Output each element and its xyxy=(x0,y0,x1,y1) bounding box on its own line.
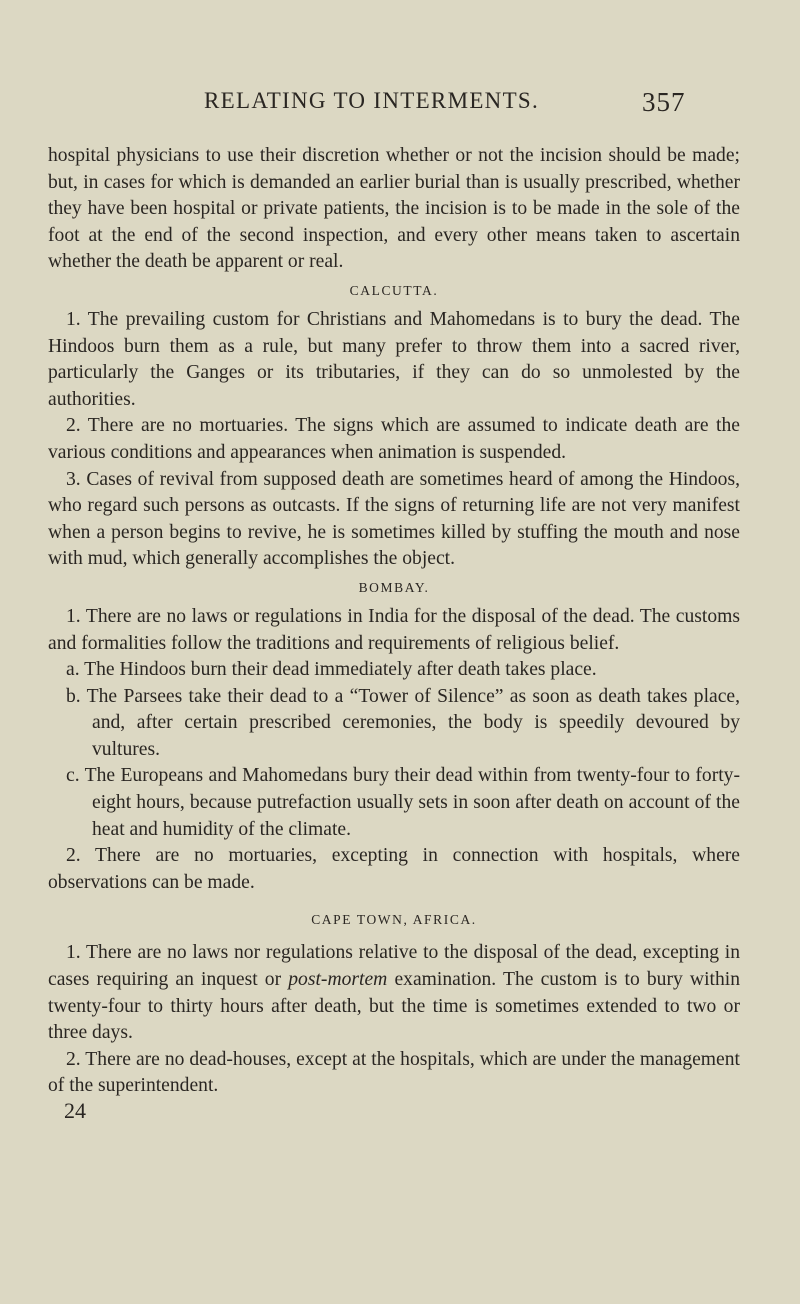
bombay-item-a: a. The Hindoos burn their dead immediately after death takes place. xyxy=(66,659,597,681)
calcutta-paragraph-3: 3. Cases of revival from supposed death are sometimes heard of among the Hindoos, who regard such persons as outcasts. If the signs of returning life are not very manifest when a person begins to revive, he is sometimes killed by stuffing the mouth and nose with mud, which generally accomplishes the object. xyxy=(48,468,740,570)
page-body xyxy=(48,143,740,1124)
page-number: 357 xyxy=(642,87,686,117)
section-heading-calcutta: CALCUTTA. xyxy=(349,282,439,298)
running-title: RELATING TO INTERMENTS. xyxy=(204,88,540,113)
cape-town-p1-text-start: 1. There are no laws nor regulations relative to the disposal of the dead, excepting in cases requiring an inquest or xyxy=(48,942,740,991)
bombay-paragraph-1: 1. There are no laws or regulations in India for the disposal of the dead. The customs and formalities follow the traditions and requirements of religious belief. xyxy=(48,605,740,654)
bombay-paragraph-2: 2. There are no mortuaries, excepting in connection with hospitals, where observations can be made. xyxy=(48,845,740,893)
section-heading-bombay: BOMBAY. xyxy=(358,579,430,595)
running-header xyxy=(204,88,704,122)
cape-town-p1-text-end: examination. The custom is to bury within twenty-four to thirty hours after death, but the time is sometimes extended to two or three days. xyxy=(48,969,740,1044)
cape-town-paragraph-1 xyxy=(48,940,740,1046)
section-heading-cape-town: CAPE TOWN, AFRICA. xyxy=(311,912,477,928)
calcutta-paragraph-1: 1. The prevailing custom for Christians and Mahomedans is to bury the dead. The Hindoos burn them as a rule, but many prefer to throw them into a sacred river, particularly the Ganges or its tributaries, if they can do so unmolested by the authorities. xyxy=(48,308,740,410)
intro-paragraph: hospital physicians to use their discretion whether or not the incision should be made; but, in cases for which is demanded an earlier burial than is usually prescribed, whether they have been hospital or private patients, the incision is to be made in the sole of the foot at the end of the second inspection, and every other means taken to ascertain whether the death be apparent or real. xyxy=(48,145,740,273)
calcutta-paragraph-2: 2. There are no mortuaries. The signs which are assumed to indicate death are the various conditions and appearances when animation is suspended. xyxy=(48,415,740,463)
cape-town-paragraph-2: 2. There are no dead-houses, except at the hospitals, which are under the management of the superintendent. xyxy=(48,1048,740,1097)
signature-mark: 24 xyxy=(64,1098,86,1123)
bombay-item-b: b. The Parsees take their dead to a “Tower of Silence” as soon as death takes place, and, after certain prescribed ceremonies, the body is speedily devoured by vultures. xyxy=(66,685,740,760)
cape-town-p1-italic: post-mortem xyxy=(288,969,388,991)
bombay-item-c: c. The Europeans and Mahomedans bury their dead within from twenty-four to forty-eight hours, because putrefaction usually sets in soon after death on account of the heat and humidity of the climate. xyxy=(66,765,740,840)
